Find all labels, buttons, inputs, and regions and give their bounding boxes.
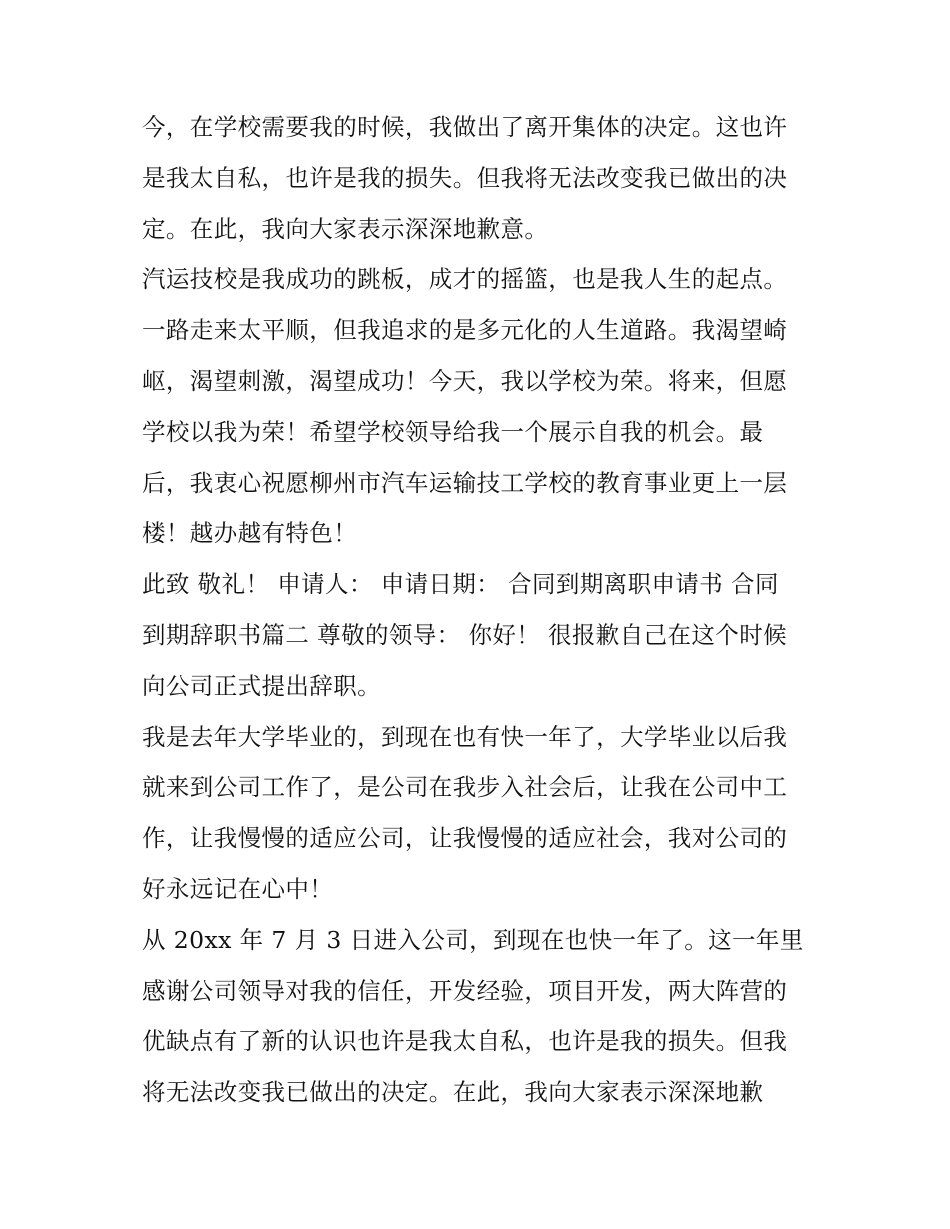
text-line: 是我太自私，也许是我的损失。但我将无法改变我已做出的决 (142, 163, 788, 192)
text-line: 后，我衷心祝愿柳州市汽车运输技工学校的教育事业更上一层 (142, 468, 788, 497)
text-line: 岖，渴望刺激，渴望成功！今天，我以学校为荣。将来，但愿 (142, 366, 788, 395)
text-line: 就来到公司工作了，是公司在我步入社会后，让我在公司中工 (142, 773, 788, 802)
text-line: 一路走来太平顺，但我追求的是多元化的人生道路。我渴望崎 (142, 316, 788, 345)
text-line: 汽运技校是我成功的跳板，成才的摇篮，也是我人生的起点。 (142, 265, 788, 294)
text-line: 从 20xx 年 7 月 3 日进入公司，到现在也快一年了。这一年里 (142, 925, 804, 954)
text-line: 此致 敬礼！ 申请人： 申请日期： 合同到期离职申请书 合同 (142, 570, 779, 599)
text-line: 学校以我为荣！希望学校领导给我一个展示自我的机会。最 (142, 417, 764, 446)
text-line: 向公司正式提出辞职。 (142, 671, 381, 700)
text-line: 今，在学校需要我的时候，我做出了离开集体的决定。这也许 (142, 113, 788, 141)
text-line: 我是去年大学毕业的，到现在也有快一年了，大学毕业以后我 (142, 722, 788, 751)
text-line: 感谢公司领导对我的信任，开发经验，项目开发，两大阵营的 (142, 976, 788, 1005)
text-line: 将无法改变我已做出的决定。在此，我向大家表示深深地歉 (142, 1078, 764, 1107)
text-line: 楼！越办越有特色！ (142, 519, 358, 548)
text-line: 优缺点有了新的认识也许是我太自私，也许是我的损失。但我 (142, 1027, 788, 1056)
body-text (142, 102, 822, 1118)
text-line: 作，让我慢慢的适应公司，让我慢慢的适应社会，我对公司的 (142, 824, 788, 853)
text-line: 到期辞职书篇二 尊敬的领导： 你好！ 很报歉自己在这个时候 (142, 620, 788, 649)
text-line: 好永远记在心中！ (142, 874, 334, 903)
text-line: 定。在此，我向大家表示深深地歉意。 (142, 214, 549, 243)
